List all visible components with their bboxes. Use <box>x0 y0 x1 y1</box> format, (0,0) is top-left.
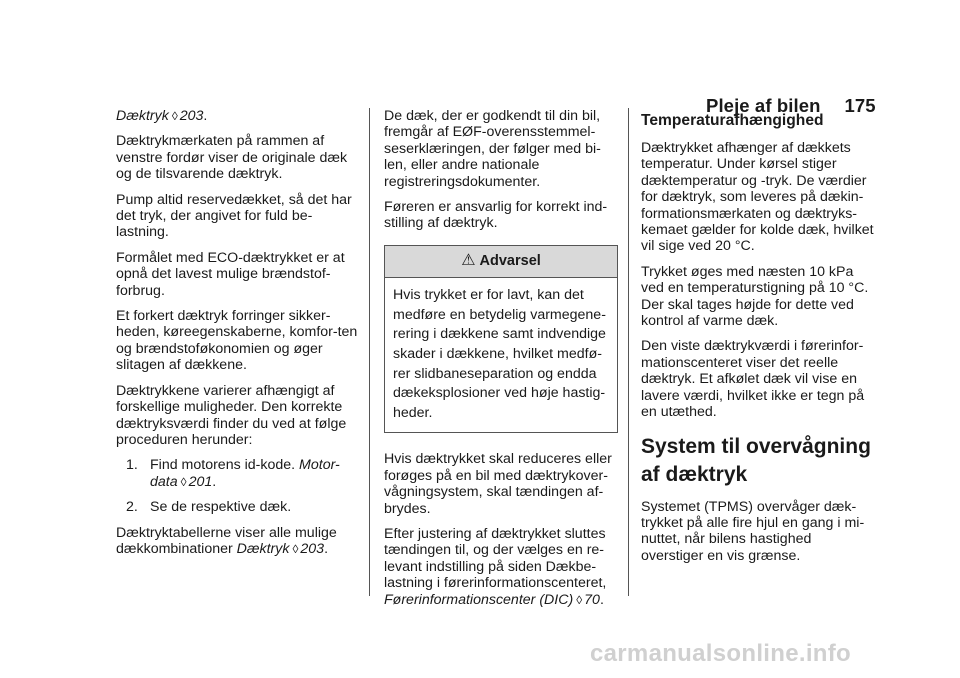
xref-link[interactable]: Motor-data <box>150 457 340 490</box>
paragraph: Dæktrykket afhænger af dækkets temperatur. Under kørsel stiger dæktemperatur og -tryk. De værdier for dæktryk, som leveres på dækin-formationsmærkaten og dæktryks-kemaet gælder for kolde dæk, hvilket vil sige ved 20 °C. <box>641 140 874 255</box>
column-2 <box>384 108 618 617</box>
column-1 <box>116 108 364 566</box>
xref-link[interactable]: Dæktryk <box>116 108 169 124</box>
warning-body: Hvis trykket er for lavt, kan det medføre en betydelig varmegene-rering i dækkene samt indvendige skader i dækkene, hvilket medfø-rer slidbaneseparation og endda dækeksplosioner ved høje hastig-heder. <box>393 287 606 421</box>
column-divider-2 <box>628 108 629 596</box>
watermark: carmanualsonline.info <box>590 640 852 667</box>
list-item <box>116 499 364 515</box>
xref-link[interactable]: Dæktryk <box>236 540 290 557</box>
paragraph <box>384 526 618 608</box>
section-heading: Temperaturafhængighed <box>641 112 824 129</box>
list-text: Se de respektive dæk. <box>150 499 292 516</box>
paragraph <box>116 525 364 558</box>
paragraph: Den viste dæktrykværdi i førerinfor-mationscenteret viser det reelle dæktryk. Et afkølet dæk vil vise en lavere værdi, hvilket ikke er tegn på en utæthed. <box>641 338 865 421</box>
page-ref-icon: ◊ <box>292 541 299 556</box>
list-number: 1. <box>126 457 138 474</box>
paragraph: De dæk, der er godkendt til din bil, fremgår af EØF-overensstemmel-seserklæringen, der følger med bi-len, eller andre nationale registreringsdokumenter. <box>384 108 601 190</box>
section-title: Pleje af bilen <box>706 95 821 116</box>
page-number: 175 <box>844 95 876 116</box>
column-3 <box>641 108 877 573</box>
page-ref-icon: ◊ <box>171 109 178 123</box>
cross-reference <box>116 108 364 124</box>
warning-icon: ⚠ <box>461 251 476 269</box>
chapter-heading: System til overvågning af dæktryk <box>641 434 871 486</box>
paragraph: Pump altid reservedækket, så det har det tryk, der angivet for fuld be-lastning. <box>116 191 352 241</box>
paragraph: Systemet (TPMS) overvåger dæk-trykket på alle fire hjul en gang i mi-nuttet, når bilens hastighed overstiger en vis grænse. <box>641 498 865 564</box>
warning-box <box>384 245 618 434</box>
xref-tail: . <box>203 108 208 124</box>
paragraph-text: Efter justering af dæktrykket sluttes tændingen til, og der vælges en re-levant indstilling på siden Dækbe-lastning i førerinformationscenteret, <box>384 526 607 592</box>
xref-tail: . <box>212 473 217 490</box>
paragraph: Trykket øges med næsten 10 kPa ved en temperaturstigning på 10 °C. Der skal tages højde for dette ved kontrol af varme dæk. <box>641 263 869 330</box>
column-divider-1 <box>369 108 370 596</box>
paragraph: Et forkert dæktryk forringer sikker-heden, køreegenskaberne, komfor-ten og brændstoføkonomien og øger slitagen af dækkene. <box>116 308 358 374</box>
xref-page[interactable]: 201 <box>188 473 213 490</box>
list-number: 2. <box>126 499 138 516</box>
list-text-plain: Find motorens id-kode. <box>150 457 300 474</box>
xref-page[interactable]: 203 <box>179 108 204 124</box>
list-item <box>116 457 364 490</box>
xref-tail: . <box>324 540 329 557</box>
warning-header <box>385 246 617 278</box>
xref-tail: . <box>599 591 604 608</box>
xref-link[interactable]: Førerinformationscenter (DIC) <box>384 591 574 608</box>
list-text <box>150 457 364 490</box>
paragraph: Føreren er ansvarlig for korrekt ind-stilling af dæktryk. <box>384 199 608 232</box>
paragraph: Hvis dæktrykket skal reduceres eller forøges på en bil med dæktrykover-vågningsystem, skal tændingen af-brydes. <box>384 451 612 517</box>
paragraph: Formålet med ECO-dæktrykket er at opnå det lavest mulige brændstof-forbrug. <box>116 249 345 299</box>
warning-title: Advarsel <box>479 252 541 269</box>
paragraph: Dæktrykmærkaten på rammen af venstre fordør viser de originale dæk og de tilsvarende dæktryk. <box>116 133 348 183</box>
paragraph-text: Dæktryktabellerne viser alle mulige dækkombinationer <box>116 524 337 557</box>
page-ref-icon: ◊ <box>180 474 187 489</box>
xref-page[interactable]: 70 <box>584 591 600 608</box>
paragraph: Dæktrykkene varierer afhængigt af forskellige muligheder. Den korrekte dæktryksværdi finder du ved at følge proceduren herunder: <box>116 382 347 448</box>
page-ref-icon: ◊ <box>576 592 583 607</box>
xref-page[interactable]: 203 <box>300 540 325 557</box>
